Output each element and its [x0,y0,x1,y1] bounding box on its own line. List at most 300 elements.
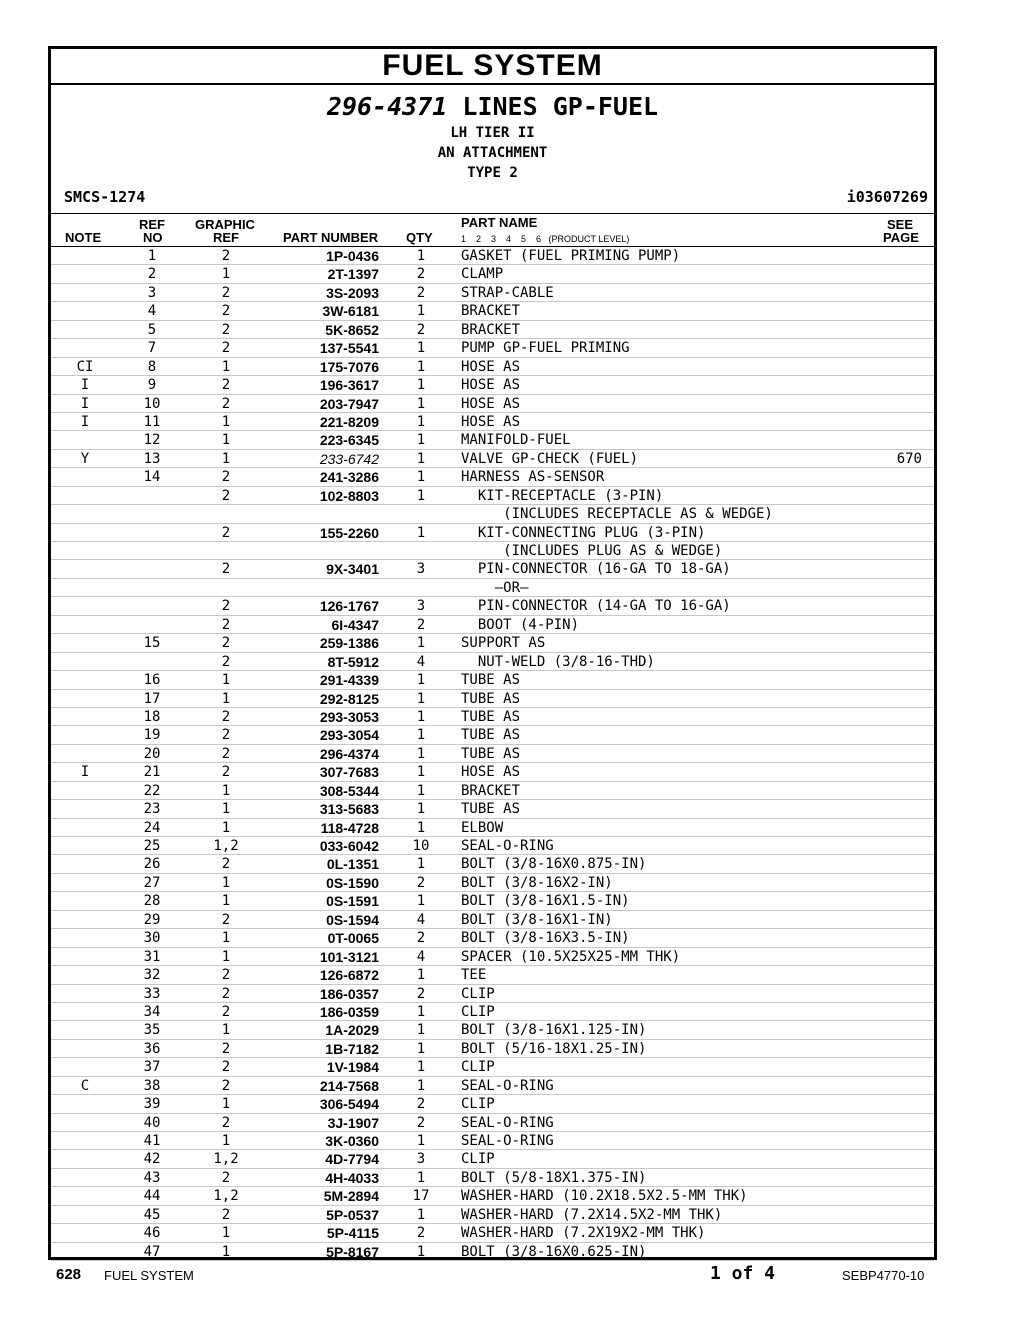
quantity-cell: 2 [416,616,426,633]
table-row [51,763,934,781]
part-number-cell: 296-4374 [319,745,379,762]
part-number-cell: 126-1767 [319,598,379,615]
table-row [51,708,934,726]
part-number-cell: 313-5683 [319,801,379,818]
part-name-cell: SEAL-O-RING [461,1114,554,1131]
part-number-cell: 5P-8167 [326,1243,379,1260]
group-header [51,85,934,214]
quantity-cell: 1 [416,248,426,264]
graphic-ref-cell: 1 [221,948,231,965]
part-name-cell: BOLT (3/8-16X1-IN) [461,911,613,928]
part-number-cell: 3W-6181 [322,303,379,320]
quantity-cell: 1 [416,524,426,541]
table-row [51,524,934,542]
col-graphic-top: GRAPHIC [195,217,255,232]
ref-number-cell: 15 [143,635,161,652]
graphic-ref-cell: 1 [221,266,231,283]
part-name-cell: BOLT (3/8-16X3.5-IN) [461,930,630,947]
graphic-ref-cell: 1,2 [213,1188,239,1205]
group-subtitle-2: AN ATTACHMENT [437,145,548,161]
part-number-cell: 214-7568 [319,1077,379,1094]
graphic-ref-cell: 1 [221,1243,231,1260]
part-name-cell: TUBE AS [461,727,521,744]
table-row [51,579,934,597]
part-name-cell: BOLT (3/8-16X2-IN) [461,874,613,891]
ref-number-cell: 11 [143,413,161,430]
part-number-cell: 5P-0537 [326,1206,379,1223]
part-number-cell: 291-4339 [319,672,379,689]
part-name-cell: BOLT (3/8-16X1.5-IN) [461,893,630,910]
part-name-cell: BRACKET [461,782,521,799]
ref-number-cell: 36 [143,1040,161,1057]
part-name-cell: PIN-CONNECTOR (14-GA TO 16-GA) [461,598,731,615]
ref-number-cell: 23 [143,801,161,818]
part-name-cell: HOSE AS [461,377,521,394]
part-number-cell: 155-2260 [319,524,379,541]
table-row [51,782,934,800]
graphic-ref-cell: 2 [221,1040,231,1057]
table-row [51,1021,934,1039]
quantity-cell: 1 [416,745,426,762]
graphic-ref-cell: 2 [221,727,231,744]
ref-number-cell: 46 [143,1225,161,1242]
quantity-cell: 1 [416,782,426,799]
ref-number-cell: 9 [147,377,157,394]
ref-number-cell: 42 [143,1151,161,1168]
graphic-ref-cell: 1,2 [213,1151,239,1168]
graphic-ref-cell: 1,2 [213,838,239,854]
quantity-cell: 1 [416,967,426,984]
group-title [51,91,934,123]
table-row [51,1206,934,1224]
graphic-ref-cell: 2 [221,745,231,762]
col-graphic-bottom: REF [213,230,239,245]
quantity-cell: 1 [416,672,426,689]
part-name-cell: BOLT (3/8-16X0.625-IN) [461,1243,647,1260]
part-number-cell: 1B-7182 [325,1040,379,1057]
col-qty: QTY [406,230,433,245]
note-cell: CI [76,358,94,375]
table-row [51,911,934,929]
table-row [51,800,934,818]
table-row [51,1150,934,1168]
ref-number-cell: 35 [143,1022,161,1039]
quantity-cell: 2 [416,284,426,301]
ref-number-cell: 13 [143,450,161,467]
note-cell: I [80,413,90,430]
ref-number-cell: 24 [143,819,161,836]
part-number-cell: 259-1386 [319,635,379,652]
part-number-cell: 223-6345 [319,432,379,449]
table-row [51,874,934,892]
part-number-cell: 0L-1351 [326,856,379,873]
quantity-cell: 3 [416,598,426,615]
ref-number-cell: 1 [147,248,157,264]
graphic-ref-cell: 2 [221,377,231,394]
table-row [51,745,934,763]
ref-number-cell: 37 [143,1059,161,1076]
part-number-cell: 308-5344 [319,782,379,799]
table-row [51,302,934,320]
ref-number-cell: 41 [143,1133,161,1149]
part-number-cell: 3K-0360 [325,1133,379,1149]
note-cell: I [80,395,90,412]
part-name-cell: ELBOW [461,819,504,836]
graphic-ref-cell: 1 [221,413,231,430]
part-number-cell: 203-7947 [319,395,379,412]
illustration-id: i03607269 [846,188,928,206]
part-number-cell: 1V-1984 [326,1059,379,1076]
ref-number-cell: 38 [143,1077,161,1094]
group-subtitle-1: LH TIER II [450,125,535,141]
col-ref-bottom: NO [143,230,163,245]
ref-number-cell: 5 [147,321,157,338]
quantity-cell: 1 [416,635,426,652]
ref-number-cell: 20 [143,745,161,762]
ref-number-cell: 2 [147,266,157,283]
part-name-cell: PIN-CONNECTOR (16-GA TO 18-GA) [461,561,731,578]
table-row [51,892,934,910]
table-row [51,505,934,523]
table-row [51,450,934,468]
part-name-cell: CLIP [461,1096,495,1113]
part-number-cell: 0S-1591 [326,893,379,910]
table-row [51,671,934,689]
part-number-cell: 3J-1907 [327,1114,379,1131]
graphic-ref-cell: 2 [221,1077,231,1094]
graphic-ref-cell: 2 [221,395,231,412]
part-number-cell: 9X-3401 [326,561,379,578]
graphic-ref-cell: 2 [221,967,231,984]
graphic-ref-cell: 1 [221,1225,231,1242]
section-title: FUEL SYSTEM [51,49,934,85]
quantity-cell: 10 [412,838,430,854]
table-row [51,985,934,1003]
ref-number-cell: 14 [143,469,161,486]
part-name-cell: BOLT (3/8-16X1.125-IN) [461,1022,647,1039]
table-row [51,395,934,413]
table-row [51,690,934,708]
table-row [51,358,934,376]
quantity-cell: 1 [416,1059,426,1076]
part-number-cell: 292-8125 [319,690,379,707]
quantity-cell: 2 [416,930,426,947]
table-row [51,1095,934,1113]
quantity-cell: 1 [416,413,426,430]
part-name-cell: WASHER-HARD (7.2X14.5X2-MM THK) [461,1206,723,1223]
quantity-cell: 1 [416,432,426,449]
graphic-ref-cell: 2 [221,321,231,338]
graphic-ref-cell: 2 [221,911,231,928]
quantity-cell: 1 [416,1003,426,1020]
ref-number-cell: 21 [143,764,161,781]
ref-number-cell: 4 [147,303,157,320]
quantity-cell: 4 [416,653,426,670]
ref-number-cell: 32 [143,967,161,984]
part-name-cell: KIT-RECEPTACLE (3-PIN) [461,487,664,504]
quantity-cell: 1 [416,469,426,486]
quantity-cell: 17 [412,1188,430,1205]
col-part-number: PART NUMBER [283,230,379,245]
table-row [51,1003,934,1021]
ref-number-cell: 28 [143,893,161,910]
group-subtitle-3: TYPE 2 [467,165,518,181]
quantity-cell: 1 [416,764,426,781]
table-row [51,1114,934,1132]
quantity-cell: 1 [416,690,426,707]
part-number-cell: 4D-7794 [325,1151,379,1168]
part-name-cell: TEE [461,967,487,984]
quantity-cell: 1 [416,727,426,744]
part-number-cell: 1A-2029 [325,1022,379,1039]
graphic-ref-cell: 1 [221,893,231,910]
quantity-cell: 1 [416,450,426,467]
graphic-ref-cell: 1 [221,930,231,947]
quantity-cell: 1 [416,819,426,836]
ref-number-cell: 40 [143,1114,161,1131]
ref-number-cell: 30 [143,930,161,947]
table-row [51,1077,934,1095]
graphic-ref-cell: 2 [221,303,231,320]
part-name-cell: STRAP-CABLE [461,284,554,301]
quantity-cell: 2 [416,1114,426,1131]
ref-number-cell: 44 [143,1188,161,1205]
quantity-cell: 2 [416,985,426,1002]
part-number-cell: 2T-1397 [327,266,379,283]
ref-number-cell: 31 [143,948,161,965]
graphic-ref-cell: 1 [221,432,231,449]
part-number-cell: 196-3617 [319,377,379,394]
quantity-cell: 2 [416,874,426,891]
footer-page-count: 1 of 4 [710,1263,776,1284]
part-name-cell: KIT-CONNECTING PLUG (3-PIN) [461,524,706,541]
graphic-ref-cell: 2 [221,635,231,652]
part-name-cell: CLAMP [461,266,504,283]
quantity-cell: 1 [416,856,426,873]
part-number-cell: 1P-0436 [326,248,379,264]
col-product-level: 1 2 3 4 5 6 (PRODUCT LEVEL) [461,234,630,244]
group-number: 296-4371 [326,92,448,121]
quantity-cell: 1 [416,1206,426,1223]
part-number-cell: 241-3286 [319,469,379,486]
part-name-cell: BOLT (3/8-16X0.875-IN) [461,856,647,873]
part-name-cell: SEAL-O-RING [461,1133,554,1149]
table-row [51,855,934,873]
part-number-cell: 0S-1590 [326,874,379,891]
table-row [51,431,934,449]
ref-number-cell: 16 [143,672,161,689]
quantity-cell: 1 [416,708,426,725]
graphic-ref-cell: 2 [221,985,231,1002]
graphic-ref-cell: 2 [221,856,231,873]
table-row [51,1169,934,1187]
part-name-cell: BOLT (5/8-18X1.375-IN) [461,1169,647,1186]
graphic-ref-cell: 1 [221,1096,231,1113]
quantity-cell: 1 [416,801,426,818]
graphic-ref-cell: 2 [221,616,231,633]
part-number-cell: 5K-8652 [325,321,379,338]
part-name-cell: —OR— [461,579,529,596]
graphic-ref-cell: 1 [221,782,231,799]
part-number-cell: 306-5494 [319,1096,379,1113]
table-row [51,468,934,486]
ref-number-cell: 33 [143,985,161,1002]
ref-number-cell: 7 [147,340,157,357]
part-name-cell: TUBE AS [461,708,521,725]
part-name-cell: MANIFOLD-FUEL [461,432,571,449]
graphic-ref-cell: 2 [221,524,231,541]
ref-number-cell: 12 [143,432,161,449]
table-row [51,597,934,615]
ref-number-cell: 25 [143,838,161,854]
part-name-cell: SPACER (10.5X25X25-MM THK) [461,948,681,965]
graphic-ref-cell: 2 [221,1169,231,1186]
part-name-cell: BOOT (4-PIN) [461,616,580,633]
ref-number-cell: 47 [143,1243,161,1260]
quantity-cell: 4 [416,948,426,965]
part-name-cell: SEAL-O-RING [461,838,554,854]
ref-number-cell: 17 [143,690,161,707]
graphic-ref-cell: 2 [221,487,231,504]
table-row [51,819,934,837]
note-cell: C [80,1077,90,1094]
part-number-cell: 293-3053 [319,708,379,725]
graphic-ref-cell: 1 [221,801,231,818]
ref-number-cell: 27 [143,874,161,891]
part-number-cell: 221-8209 [319,413,379,430]
ref-number-cell: 18 [143,708,161,725]
part-name-cell: SUPPORT AS [461,635,546,652]
graphic-ref-cell: 2 [221,561,231,578]
note-cell: Y [80,450,90,467]
ref-number-cell: 43 [143,1169,161,1186]
part-number-cell: 6I-4347 [331,616,379,633]
part-name-cell: NUT-WELD (3/8-16-THD) [461,653,655,670]
part-name-cell: HOSE AS [461,413,521,430]
part-name-cell: CLIP [461,1151,495,1168]
part-number-cell: 307-7683 [319,764,379,781]
part-name-cell: HOSE AS [461,358,521,375]
graphic-ref-cell: 2 [221,1059,231,1076]
part-name-cell: SEAL-O-RING [461,1077,554,1094]
quantity-cell: 1 [416,487,426,504]
part-name-cell: HARNESS AS-SENSOR [461,469,605,486]
part-number-cell: 118-4728 [320,819,379,836]
table-row [51,726,934,744]
quantity-cell: 1 [416,395,426,412]
part-number-cell: 126-6872 [319,967,379,984]
quantity-cell: 1 [416,1040,426,1057]
part-name-cell: TUBE AS [461,672,521,689]
quantity-cell: 2 [416,266,426,283]
parts-table-body [51,247,934,1261]
quantity-cell: 3 [416,1151,426,1168]
quantity-cell: 2 [416,1096,426,1113]
quantity-cell: 1 [416,1077,426,1094]
part-name-cell: WASHER-HARD (7.2X19X2-MM THK) [461,1225,706,1242]
ref-number-cell: 19 [143,727,161,744]
part-number-cell: 293-3054 [319,727,379,744]
quantity-cell: 3 [416,561,426,578]
part-name-cell: BRACKET [461,321,521,338]
quantity-cell: 1 [416,358,426,375]
graphic-ref-cell: 1 [221,1133,231,1149]
graphic-ref-cell: 2 [221,1206,231,1223]
quantity-cell: 2 [416,321,426,338]
quantity-cell: 4 [416,911,426,928]
part-number-cell: 3S-2093 [326,284,379,301]
table-row [51,265,934,283]
part-number-cell: 186-0357 [319,985,379,1002]
part-number-cell: 102-8803 [319,487,379,504]
col-note: NOTE [65,230,102,245]
table-row [51,837,934,855]
part-name-cell: CLIP [461,1003,495,1020]
part-number-cell: 4H-4033 [325,1169,379,1186]
graphic-ref-cell: 2 [221,764,231,781]
graphic-ref-cell: 1 [221,672,231,689]
footer-page-number: 628 [56,1266,82,1283]
part-name-cell: TUBE AS [461,745,521,762]
group-name: LINES GP-FUEL [462,92,659,121]
table-row [51,1187,934,1205]
col-ref-top: REF [139,217,165,232]
smcs-code: SMCS-1274 [64,188,146,206]
graphic-ref-cell: 1 [221,450,231,467]
graphic-ref-cell: 2 [221,653,231,670]
table-row [51,1040,934,1058]
table-row [51,1224,934,1242]
part-number-cell: 033-6042 [319,838,379,854]
quantity-cell: 2 [416,1225,426,1242]
quantity-cell: 1 [416,303,426,320]
part-name-cell: (INCLUDES RECEPTACLE AS & WEDGE) [461,506,773,523]
part-name-cell: GASKET (FUEL PRIMING PUMP) [461,248,681,264]
part-name-cell: HOSE AS [461,764,521,781]
table-row [51,966,934,984]
table-row [51,929,934,947]
quantity-cell: 1 [416,340,426,357]
quantity-cell: 1 [416,1022,426,1039]
ref-number-cell: 8 [147,358,157,375]
quantity-cell: 1 [416,1243,426,1260]
part-name-cell: BRACKET [461,303,521,320]
table-row [51,247,934,265]
graphic-ref-cell: 1 [221,874,231,891]
graphic-ref-cell: 2 [221,340,231,357]
graphic-ref-cell: 1 [221,690,231,707]
part-number-cell: 137-5541 [319,340,379,357]
ref-number-cell: 34 [143,1003,161,1020]
table-row [51,542,934,560]
col-see-top: SEE [887,217,914,232]
table-row [51,487,934,505]
ref-number-cell: 3 [147,284,157,301]
part-name-cell: TUBE AS [461,690,521,707]
footer-section-name: FUEL SYSTEM [104,1268,194,1283]
part-number-cell: 5P-4115 [326,1225,379,1242]
table-row [51,1058,934,1076]
parts-list-frame [48,46,937,1260]
quantity-cell: 1 [416,893,426,910]
quantity-cell: 1 [416,377,426,394]
part-number-cell: 0S-1594 [326,911,379,928]
table-row [51,339,934,357]
part-number-cell: 101-3121 [319,948,379,965]
ref-number-cell: 22 [143,782,161,799]
column-headers [51,214,934,247]
graphic-ref-cell: 2 [221,1003,231,1020]
